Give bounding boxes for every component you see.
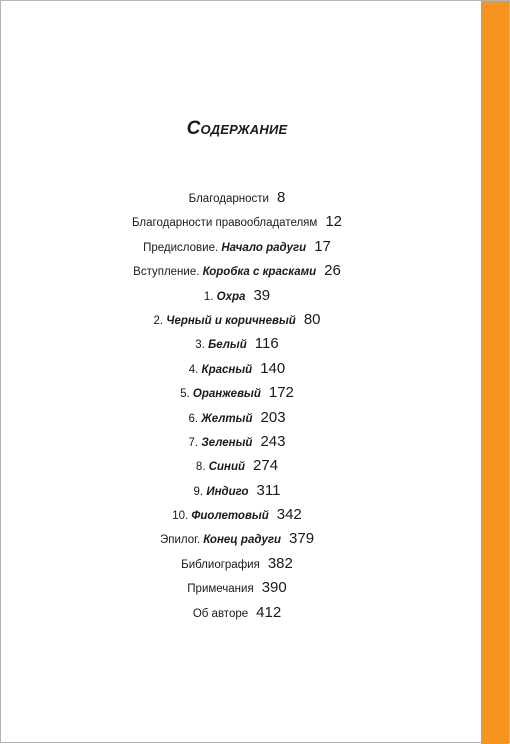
- toc-entry-page-number: 274: [253, 457, 279, 475]
- toc-entry: [1, 308, 473, 332]
- toc-entry: [1, 552, 473, 576]
- toc-entry: [1, 479, 473, 503]
- toc-entry-label: [187, 583, 253, 595]
- toc-entry-prefix: 5.: [180, 388, 190, 401]
- toc-entry-page-number: 243: [260, 432, 286, 450]
- toc-entry-label: [154, 315, 296, 327]
- toc-entry-prefix: Эпилог.: [159, 534, 201, 547]
- toc-entry: [1, 454, 473, 478]
- toc-entry-label: [181, 559, 260, 571]
- toc-entry-prefix: 6.: [188, 412, 199, 425]
- toc-entry-page-number: 140: [260, 359, 286, 377]
- toc-entry-page-number: 39: [253, 286, 271, 304]
- toc-entry-label: [188, 413, 252, 425]
- toc-entry-page-number: 203: [260, 408, 286, 426]
- toc-entry: [1, 235, 473, 259]
- toc-entry: [1, 357, 473, 381]
- orange-accent-strip: [481, 1, 509, 744]
- toc-entry: [1, 527, 473, 551]
- toc-entry-prefix: 1.: [203, 290, 214, 303]
- toc-entry-page-number: 172: [268, 384, 294, 402]
- toc-entry-page-number: 342: [276, 506, 302, 524]
- toc-entry: [1, 332, 473, 356]
- toc-entry-label: [180, 388, 261, 400]
- toc-entry: [1, 210, 473, 234]
- toc-entry-page-number: 311: [256, 481, 281, 499]
- toc-entry-page-number: 116: [254, 335, 279, 353]
- toc-entry-page-number: 8: [276, 189, 286, 206]
- toc-entry-prefix: Об авторе: [192, 607, 249, 620]
- toc-entry: [1, 576, 473, 600]
- toc-entry-label: [196, 461, 245, 473]
- toc-entry-page-number: 382: [267, 554, 293, 572]
- toc-entry-prefix: Благодарности: [188, 193, 269, 205]
- toc-entry-name: Красный: [201, 363, 253, 376]
- toc-entry-page-number: 390: [261, 579, 287, 597]
- toc-entry: [1, 381, 473, 405]
- toc-entry-prefix: 10.: [172, 510, 189, 523]
- toc-entry: [1, 259, 473, 283]
- toc-entry: [1, 406, 473, 430]
- toc-entry-label: [143, 242, 306, 254]
- toc-title-text: Содержание: [186, 118, 288, 139]
- toc-entry: [1, 601, 473, 625]
- page-content: [1, 1, 483, 744]
- toc-entry-page-number: 379: [289, 530, 315, 548]
- toc-entry-label: [189, 193, 269, 205]
- toc-entry: [1, 503, 473, 527]
- toc-entry: [1, 430, 473, 454]
- toc-entry-label: [195, 339, 246, 351]
- toc-entry-name: Индиго: [206, 485, 249, 498]
- toc-entry-prefix: 8.: [195, 461, 206, 474]
- toc-entry: [1, 186, 473, 210]
- toc-entry-prefix: Благодарности правообладателям: [132, 217, 318, 230]
- toc-entry-label: [172, 510, 269, 522]
- toc-entry-prefix: 3.: [195, 339, 205, 352]
- toc-entry-label: [132, 217, 317, 229]
- toc-entry-label: [193, 608, 248, 620]
- toc-entry-prefix: Библиография: [181, 558, 260, 571]
- toc-entry-label: [189, 437, 253, 449]
- toc-entry-page-number: 12: [325, 213, 342, 231]
- toc-entry-page-number: 412: [256, 603, 282, 621]
- toc-entry-prefix: Вступление.: [133, 266, 200, 279]
- toc-entry-label: [160, 534, 281, 546]
- toc-entry-name: Зеленый: [201, 436, 253, 449]
- toc-entry-name: Начало радуги: [221, 241, 307, 254]
- toc-entry-name: Черный и коричневый: [166, 314, 296, 327]
- toc-entry-name: Охра: [216, 290, 246, 303]
- toc-entry-page-number: 26: [324, 262, 341, 280]
- toc-entry-prefix: 7.: [188, 436, 199, 449]
- toc-entry-page-number: 17: [314, 237, 331, 255]
- toc-entry-name: Оранжевый: [192, 388, 261, 401]
- toc-entry-name: Желтый: [201, 412, 253, 425]
- toc-entry-name: Белый: [208, 339, 247, 352]
- table-of-contents: [1, 186, 473, 625]
- toc-entry-label: [133, 266, 316, 278]
- toc-entry-prefix: 4.: [188, 363, 199, 376]
- toc-entry-prefix: 9.: [193, 485, 204, 498]
- toc-entry-prefix: Предисловие.: [143, 241, 219, 254]
- toc-entry-name: Конец радуги: [203, 534, 282, 547]
- toc-entry: [1, 284, 473, 308]
- toc-entry-label: [194, 486, 249, 498]
- toc-entry-name: Фиолетовый: [191, 510, 269, 523]
- toc-entry-page-number: 80: [303, 310, 321, 328]
- toc-entry-name: Коробка с красками: [202, 266, 317, 279]
- toc-entry-prefix: Примечания: [187, 583, 254, 596]
- toc-title: [1, 118, 473, 140]
- toc-entry-label: [204, 291, 246, 303]
- toc-entry-label: [189, 364, 252, 376]
- toc-entry-name: Синий: [208, 461, 246, 474]
- toc-entry-prefix: 2.: [153, 314, 164, 327]
